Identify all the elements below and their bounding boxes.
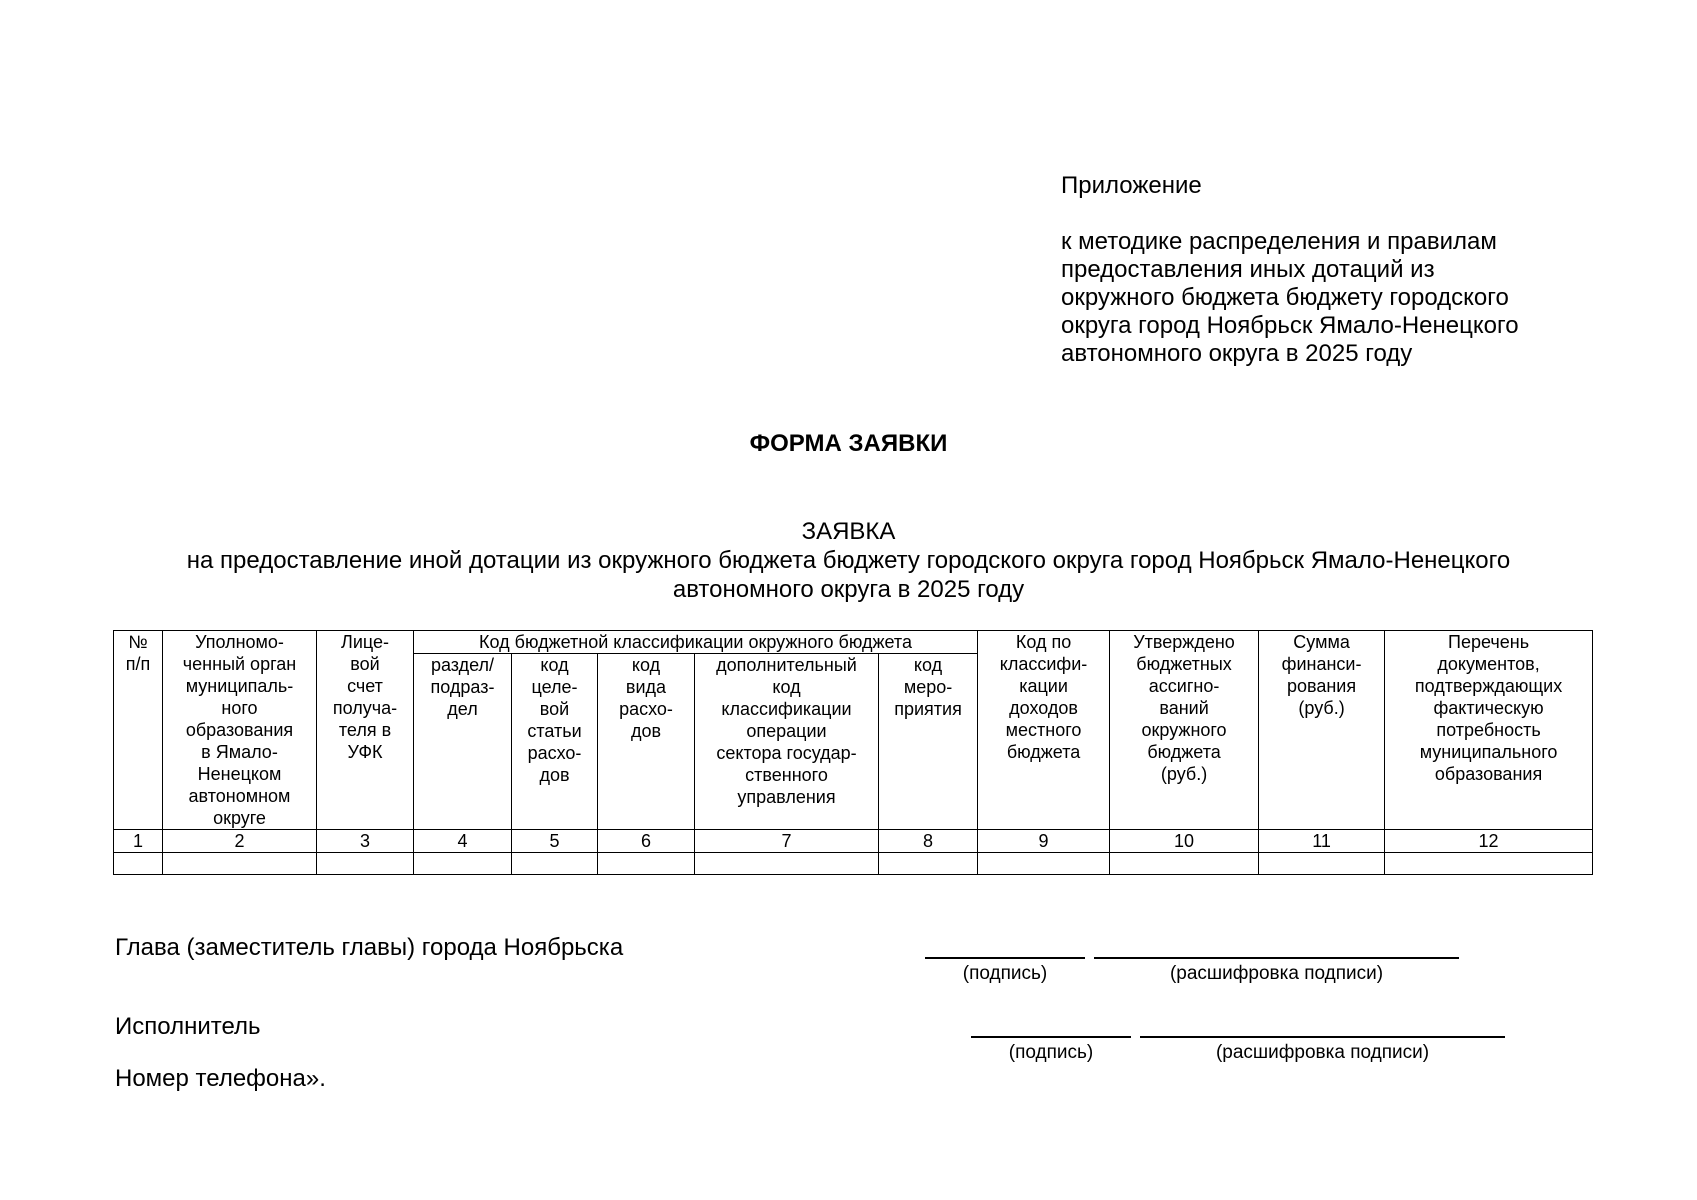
column-number: 5 xyxy=(512,830,598,853)
header-personal-account: Лице- вой счет получа- теля в УФК xyxy=(317,631,414,830)
column-number: 12 xyxy=(1385,830,1593,853)
head-decoding-caption: (расшифровка подписи) xyxy=(1169,963,1384,984)
head-decoding-line xyxy=(1094,957,1459,959)
header-authorized-body: Уполномо- ченный орган муниципаль- ного образования в Ямало- Ненецком автономном округе xyxy=(163,631,317,830)
header-expense-type: код вида расхо- дов xyxy=(598,654,695,830)
phone-label: Номер телефона». xyxy=(115,1065,326,1092)
column-number: 11 xyxy=(1259,830,1385,853)
header-income-code: Код по классифи- кации доходов местного бюджета xyxy=(978,631,1110,830)
annex-title: Приложение xyxy=(1061,172,1202,199)
executor-label: Исполнитель xyxy=(115,1013,261,1040)
executor-decoding-line xyxy=(1140,1036,1505,1038)
column-number: 7 xyxy=(695,830,879,853)
table-cell xyxy=(1110,853,1259,875)
annex-line: предоставления иных дотаций из xyxy=(1061,256,1435,283)
column-number: 6 xyxy=(598,830,695,853)
request-subtitle-line1: на предоставление иной дотации из окружного бюджета бюджету городского округа город Ноябрьск Ямало-Ненецкого xyxy=(186,547,1511,574)
request-table xyxy=(113,630,1593,875)
head-label: Глава (заместитель главы) города Ноябрьска xyxy=(115,934,624,961)
header-kbk-group: Код бюджетной классификации окружного бюджета xyxy=(414,631,978,654)
column-number: 10 xyxy=(1110,830,1259,853)
annex-line: к методике распределения и правилам xyxy=(1061,228,1497,255)
executor-decoding-caption: (расшифровка подписи) xyxy=(1215,1042,1430,1063)
column-number: 2 xyxy=(163,830,317,853)
head-signature-caption: (подпись) xyxy=(962,963,1048,984)
header-event-code: код меро- приятия xyxy=(879,654,978,830)
request-heading xyxy=(100,517,1597,604)
column-number: 9 xyxy=(978,830,1110,853)
executor-signature-caption: (подпись) xyxy=(1008,1042,1094,1063)
table-cell xyxy=(317,853,414,875)
annex-line: округа город Ноябрьск Ямало-Ненецкого xyxy=(1061,312,1519,339)
header-approved-allocations: Утверждено бюджетных ассигно- ваний окружного бюджета (руб.) xyxy=(1110,631,1259,830)
table-cell xyxy=(163,853,317,875)
form-title: ФОРМА ЗАЯВКИ xyxy=(749,430,948,457)
executor-signature-line xyxy=(971,1036,1131,1038)
table-cell xyxy=(512,853,598,875)
table-cell xyxy=(114,853,163,875)
header-additional-code: дополнительный код классификации операции сектора государ- ственного управления xyxy=(695,654,879,830)
header-financing-amount: Сумма финанси- рования (руб.) xyxy=(1259,631,1385,830)
annex-block xyxy=(1061,172,1621,368)
head-signature-line xyxy=(925,957,1085,959)
header-npp: № п/п xyxy=(114,631,163,830)
table-cell xyxy=(695,853,879,875)
column-number: 8 xyxy=(879,830,978,853)
annex-line: автономного округа в 2025 году xyxy=(1061,340,1413,367)
table-cell xyxy=(879,853,978,875)
request-subtitle-line2: автономного округа в 2025 году xyxy=(672,576,1025,603)
table-cell xyxy=(1385,853,1593,875)
request-title: ЗАЯВКА xyxy=(801,518,896,545)
header-section: раздел/ подраз- дел xyxy=(414,654,512,830)
header-documents-list: Перечень документов, подтверждающих фактическую потребность муниципального образования xyxy=(1385,631,1593,830)
table-cell xyxy=(598,853,695,875)
column-number: 4 xyxy=(414,830,512,853)
column-number: 3 xyxy=(317,830,414,853)
table-row xyxy=(114,853,1593,875)
annex-line: окружного бюджета бюджету городского xyxy=(1061,284,1509,311)
table-cell xyxy=(978,853,1110,875)
header-target-article: код целе- вой статьи расхо- дов xyxy=(512,654,598,830)
table-cell xyxy=(1259,853,1385,875)
column-number: 1 xyxy=(114,830,163,853)
table-cell xyxy=(414,853,512,875)
